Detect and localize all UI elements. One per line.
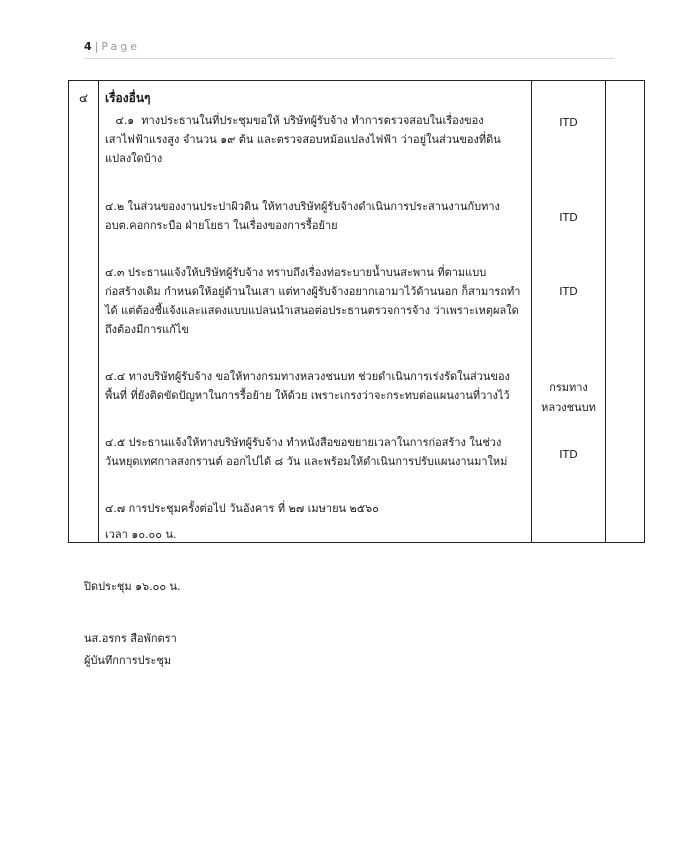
meeting-closing: ปิดประชุม ๑๖.๐๐ น.	[84, 580, 181, 593]
section-number-cell	[69, 81, 99, 543]
item-line: พื้นที่ ที่ยังติดขัดปัญหาในการรื้อย้าย ให้ด้วย เพราะเกรงว่าจะกระทบต่อแผนงานที่วางไว้	[105, 389, 510, 402]
page-header	[84, 40, 140, 53]
responsible-4-2: ITD	[559, 211, 578, 224]
responsible-4-3: ITD	[559, 285, 578, 298]
item-line: อบต.คอกกระบือ ฝ่ายโยธา ในเรื่องของการรื้อย้าย	[105, 219, 338, 232]
responsible-4-5: ITD	[559, 448, 578, 461]
item-4-5	[105, 433, 525, 471]
item-line: ถึงต้องมีการแก้ไข	[105, 323, 189, 336]
section-title: เรื่องอื่นๆ	[105, 91, 151, 105]
recorder-name: นส.อรกร สือพักตรา	[84, 632, 177, 645]
item-line: ได้ แต่ต้องชี้แจ้งและแสดงแบบแปลนนำเสนอต่อประธานตรวจการจ้าง ว่าเพราะเหตุผลใด	[105, 304, 519, 317]
responsible-4-4-line2: หลวงชนบท	[541, 401, 596, 414]
item-line: ๔.๕ ประธานแจ้งให้ทางบริษัทผู้รับจ้าง ทำหนังสือขอขยายเวลาในการก่อสร้าง ในช่วง	[105, 436, 502, 449]
item-line-spacer	[105, 518, 525, 525]
item-line: ๔.๗ การประชุมครั้งต่อไป วันอังคาร ที่ ๒๗ เมษายน ๒๕๖๐	[105, 502, 379, 515]
header-rule	[84, 58, 614, 59]
item-4-2	[105, 197, 525, 235]
page-word: Page	[101, 40, 141, 53]
item-4-3	[105, 263, 525, 339]
item-4-7	[105, 499, 525, 544]
responsible-cell	[532, 81, 606, 543]
item-line: ๔.๔ ทางบริษัทผู้รับจ้าง ขอให้ทางกรมทางหลวงชนบท ช่วยดำเนินการเร่งรัดในส่วนของ	[105, 370, 510, 383]
item-line: ๔.๓ ประธานแจ้งให้บริษัทผู้รับจ้าง ทราบถึงเรื่องท่อระบายน้ำบนสะพาน ที่ตามแบบ	[105, 266, 487, 279]
minutes-table	[68, 80, 645, 543]
section-detail-cell	[99, 81, 532, 543]
item-line: เสาไฟฟ้าแรงสูง จำนวน ๑๙ ต้น และตรวจสอบหม้อแปลงไฟฟ้า ว่าอยู่ในส่วนของที่ดิน	[105, 133, 501, 146]
item-line: ๔.๑ ทางประธานในที่ประชุมขอให้ บริษัทผู้รับจ้าง ทำการตรวจสอบในเรื่องของ	[105, 114, 484, 127]
item-4-1	[105, 111, 525, 168]
blank-column-cell	[606, 81, 645, 543]
responsible-4-4-line1: กรมทาง	[549, 381, 588, 394]
item-line: ก่อสร้างเดิม กำหนดให้อยู่ด้านในเสา แต่ทางผู้รับจ้างอยากเอามาไว้ด้านนอก ก็สามารถทำ	[105, 285, 521, 298]
item-line: วันหยุดเทศกาลสงกรานต์ ออกไปได้ ๘ วัน และพร้อมให้ดำเนินการปรับแผนงานมาใหม่	[105, 455, 508, 468]
responsible-4-1: ITD	[559, 116, 578, 129]
section-number: ๔	[78, 91, 89, 105]
page-separator: |	[94, 40, 99, 53]
item-line: ๔.๒ ในส่วนของงานประปาผิวดิน ให้ทางบริษัทผู้รับจ้างดำเนินการประสานงานกับทาง	[105, 200, 500, 213]
item-4-4	[105, 367, 525, 405]
recorder-role: ผู้บันทึกการประชุม	[84, 654, 172, 667]
item-line: เวลา ๑๐.๐๐ น.	[105, 528, 177, 541]
item-line: แปลงใดบ้าง	[105, 152, 163, 165]
page-number: 4	[84, 40, 92, 53]
